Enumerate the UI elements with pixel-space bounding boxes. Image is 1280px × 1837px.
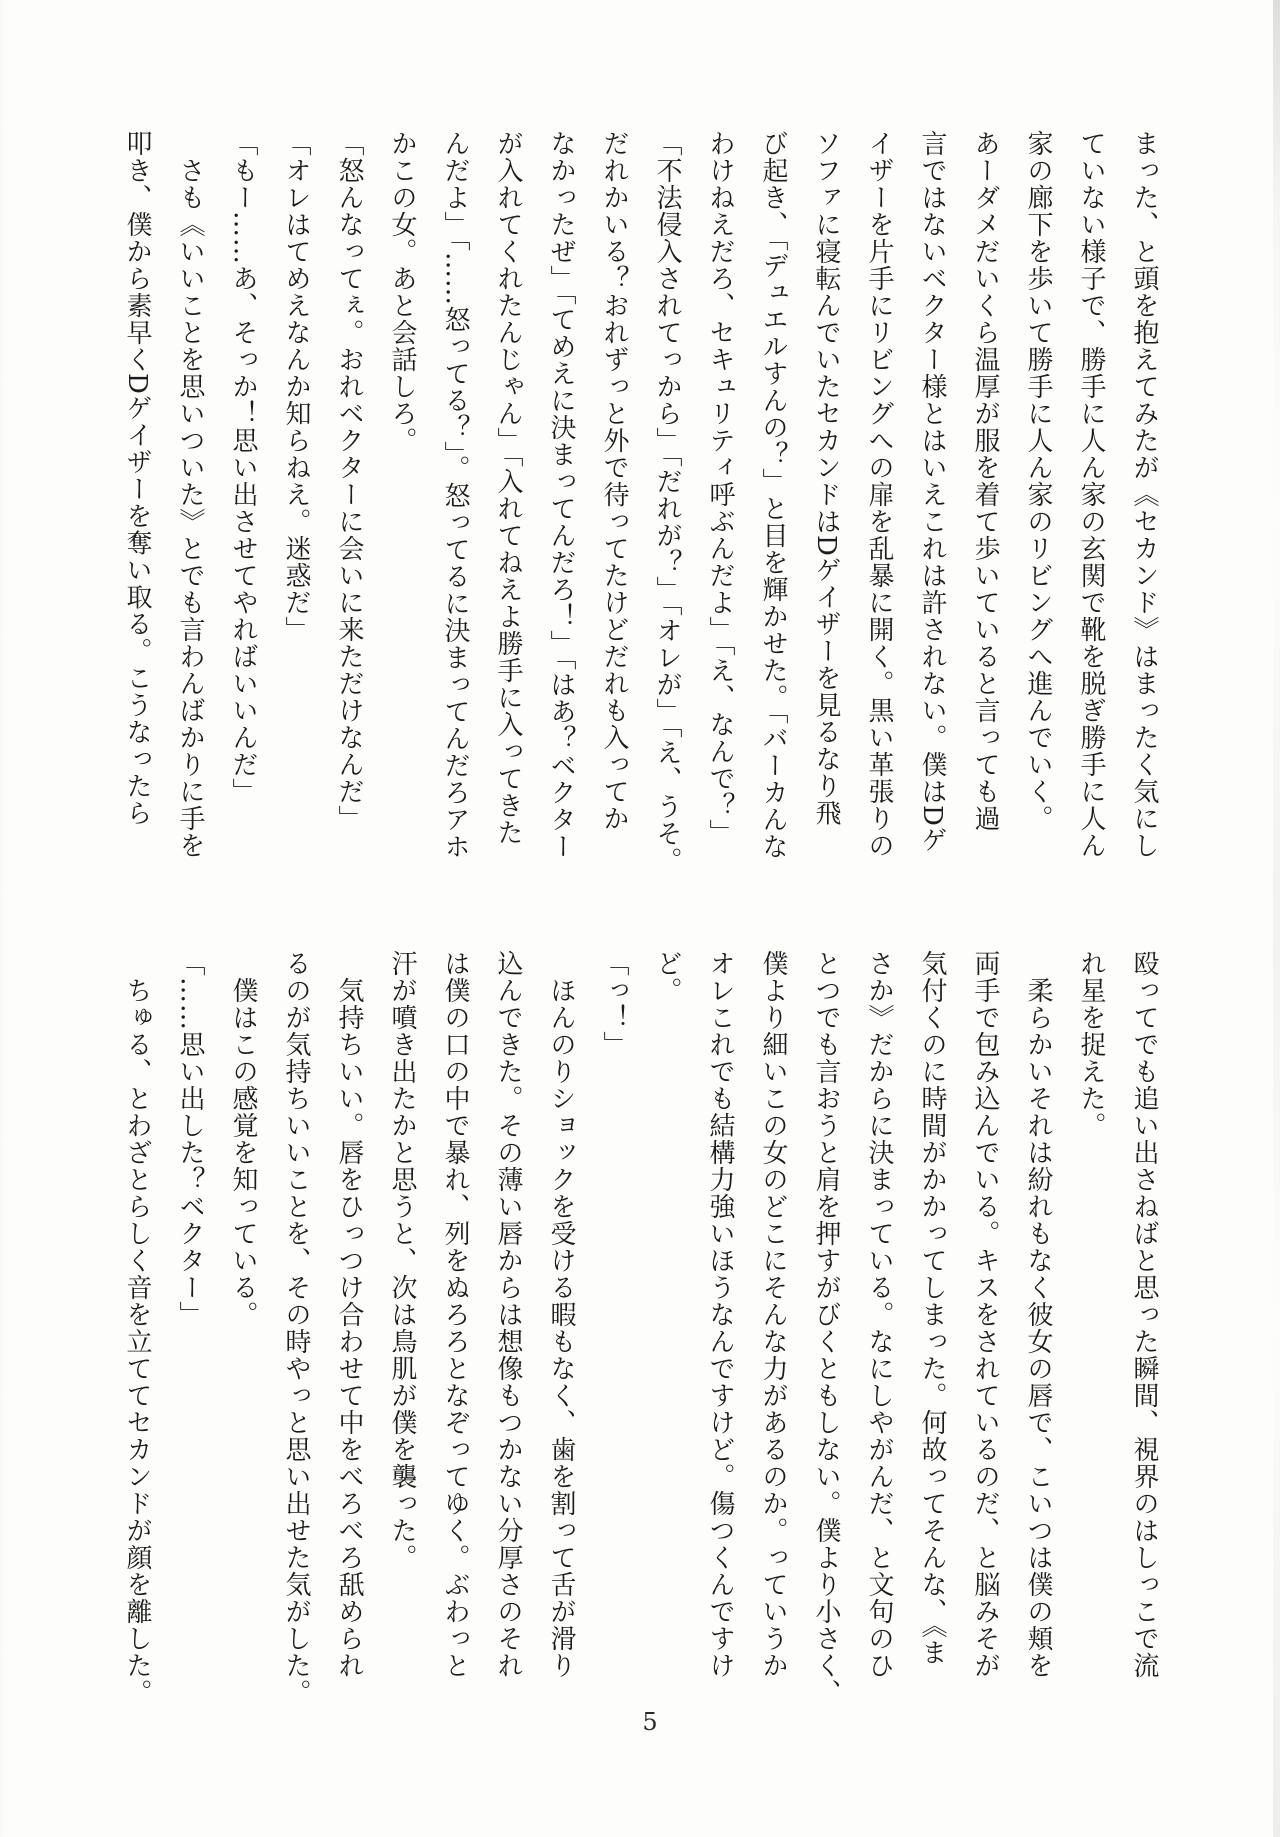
text-column: 「もー……あ、そっか！思い出させてやればいいんだ」 (228, 130, 258, 805)
text-block-bottom (123, 950, 1158, 1715)
text-column: るのが気持ちいいことを、その時やっと思い出せた気がした。 (281, 950, 311, 1706)
text-column: なかったぜ」「てめえに決まってんだろ！」「はあ？ベクター (546, 130, 576, 860)
text-column: び起き、「デュエルすんの？」と目を輝かせた。「バーカんな (758, 130, 788, 860)
text-column: 僕より細いこの女のどこにそんな力があるのか。っていうか (758, 950, 788, 1679)
text-block-top (122, 130, 1159, 874)
text-column: が入れてくれたんじゃん」「入れてねえよ勝手に入ってきた (493, 130, 523, 846)
text-column: れ星を捉えた。 (1076, 950, 1106, 1139)
text-column: 気付くのに時間がかかってしまった。何故ってそんな、《ま (917, 950, 947, 1666)
text-column: ほんのりショックを受ける暇もなく、歯を割って舌が滑り (546, 950, 576, 1679)
text-column: かこの女。あと会話しろ。 (387, 130, 417, 454)
text-column: 気持ちいい。唇をひっつけ合わせて中をべろべろ舐められ (334, 950, 364, 1679)
text-column: んだよ」「……怒ってる？」。怒ってるに決まってんだろアホ (440, 130, 470, 860)
text-column: 柔らかいそれは紛れもなく彼女の唇で、こいつは僕の頬を (1023, 950, 1053, 1679)
text-column: だれかいる？おれずっと外で待ってたけどだれも入ってか (599, 130, 629, 832)
page-number: 5 (642, 1708, 658, 1736)
text-column: 家の廊下を歩いて勝手に人ん家のリビングへ進んでいく。 (1023, 130, 1053, 832)
text-column: 僕はこの感覚を知っている。 (228, 950, 258, 1328)
text-column: 殴ってでも追い出さねばと思った瞬間、視界のはしっこで流 (1129, 950, 1159, 1679)
text-column: 込んできた。その薄い唇からは想像もつかない分厚さのそれ (493, 950, 523, 1679)
text-column: 「怒んなってぇ。おれベクターに会いに来ただけなんだ」 (334, 130, 364, 832)
text-column: ちゅる、とわざとらしく音を立ててセカンドが顔を離した。 (122, 950, 152, 1706)
scan-edge-shadow-left (0, 0, 5, 1837)
text-column: 「オレはてめえなんか知らねえ。迷惑だ」 (281, 130, 311, 643)
text-column: 叩き、僕から素早くDゲイザーを奪い取る。こうなったら (122, 130, 152, 827)
text-column: ど。 (652, 950, 682, 1004)
text-column: 汗が噴き出たかと思うと、次は鳥肌が僕を襲った。 (387, 950, 417, 1571)
text-column: ていない様子で、勝手に人ん家の玄関で靴を脱ぎ勝手に人ん (1076, 130, 1106, 859)
text-column: 言ではないベクター様とはいえこれは許されない。僕はDゲ (917, 130, 947, 854)
text-column: さか》だからに決まっている。なにしやがんだ、と文句のひ (864, 950, 894, 1679)
text-column: ソファに寝転んでいたセカンドはDゲイザーを見るなり飛 (811, 130, 841, 827)
text-column: まった、と頭を抱えてみたが《セカンド》はまったく気にし (1129, 130, 1159, 859)
text-column: わけねえだろ、セキュリティ呼ぶんだよ」「え、なんで？」 (705, 130, 735, 846)
text-column: さも《いいことを思いついた》とでも言わんばかりに手を (175, 130, 205, 859)
text-column: 両手で包み込んでいる。キスをされているのだ、と脳みそが (970, 950, 1000, 1679)
text-column: 「っ！」 (599, 950, 629, 1058)
text-column: 「……思い出した？ベクター」 (175, 950, 205, 1328)
text-column: あーダメだいくら温厚が服を着て歩いていると言っても過 (970, 130, 1000, 832)
text-column: は僕の口の中で暴れ、列をぬろろとなぞってゆく。ぶわっと (440, 950, 470, 1679)
text-column: オレこれでも結構力強いほうなんですけど。傷つくんですけ (705, 950, 735, 1679)
text-column: 「不法侵入されてっから」「だれが？」「オレが」「え、うそ。 (652, 130, 682, 874)
text-column: イザーを片手にリビングへの扉を乱暴に開く。黒い革張りの (864, 130, 894, 859)
scan-edge-shadow-right (1273, 0, 1280, 1837)
text-column: とつでも言おうと肩を押すがびくともしない。僕より小さく、 (811, 950, 841, 1706)
